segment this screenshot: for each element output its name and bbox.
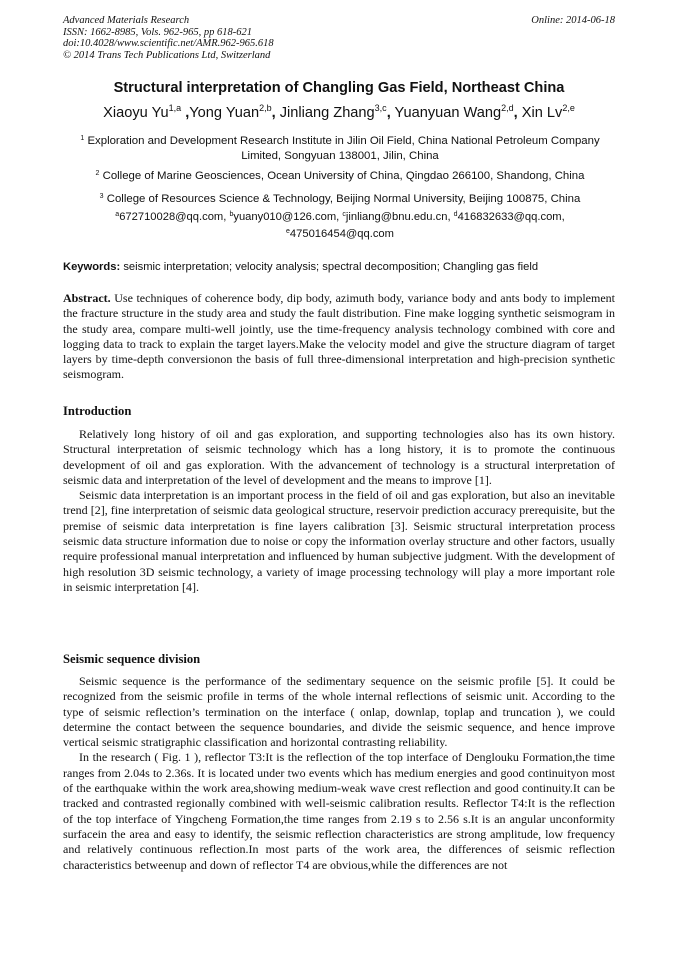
author-name: Xiaoyu Yu — [103, 105, 169, 121]
affiliation — [70, 189, 610, 207]
author-sup: 3,c — [374, 103, 387, 113]
affiliation-text: College of Marine Geosciences, Ocean University of China, Qingdao 266100, Shandong, China — [102, 170, 585, 182]
author-name: Yong Yuan — [189, 105, 260, 121]
keywords-text: seismic interpretation; velocity analysis; spectral decomposition; Changling gas field — [123, 261, 539, 273]
section-heading: Seismic sequence division — [63, 652, 201, 666]
author-name: Xin Lv — [521, 105, 563, 121]
email-address[interactable]: yuany010@126.com — [233, 211, 337, 223]
author-name: Yuanyuan Wang — [394, 105, 502, 121]
email-address[interactable]: 672710028@qq.com — [119, 211, 224, 223]
author-sup: 2,b — [259, 103, 272, 113]
affiliation-number: 3 — [99, 193, 104, 200]
abstract-text: Use techniques of coherence body, dip body, azimuth body, variance body and ants body to implement the fracture structure in the study area and study the fault distribution. Fine make logging synthetic seismogram in the study area, compare multi-well jointly, use the time-frequency analysis technology combined with core and logging data to track to explain the target layers.Make the velocity model and give the structure diagram of target layers by time-depth conversionon the basis of full three-dimensional interpretation and high-precision synthetic seismogram. — [63, 291, 616, 382]
paragraph: Seismic data interpretation is an important process in the field of oil and gas exploration, but also an inevitable trend [2], fine interpretation of seismic data geological structure, reservoir prediction accuracy prerequisite, but the premise of seismic data interpretation is fine layers calibration [3]. Seismic structural interpretation process seismic data structure information due to noise or copy the information overlay structure and other factors, usually require professional manual interpretation and influenced by human subjective judgment. With the development of high resolution 3D seismic technology, a variety of image processing technology will play a more important role in seismic interpretation [4]. — [63, 488, 615, 594]
email-sup: b — [229, 211, 234, 218]
abstract — [63, 291, 615, 383]
author-list: Xiaoyu Yu$^{1,a}$ ,Yong Yuan$^{2,b}$, Jinliang Zhang$^{3,c}$, Yuanyuan Wang$^{2,d}$, Xin Lv$^{2,e}$ — [103, 103, 575, 121]
email-address[interactable]: 475016454@qq.com — [289, 227, 394, 240]
journal-name: Advanced Materials Research — [63, 15, 190, 26]
section-heading: Introduction — [63, 404, 132, 418]
affiliation-number: 2 — [95, 170, 100, 177]
author-name: Jinliang Zhang — [279, 105, 375, 121]
journal-header — [63, 15, 615, 61]
paragraph: Relatively long history of oil and gas exploration, and supporting technologies also has its own history. Structural interpretation of seismic technology which has a long history, it is to promote the continuous development of oil and gas exploration. With the advancement of technology is a structural interpretation of seismic data and interpretation of the level of development and the means to improve [1]. — [63, 427, 615, 487]
affiliation — [70, 131, 610, 164]
paragraph: Seismic sequence is the performance of the sedimentary sequence on the seismic profile [5]. It could be recognized from the seismic profile in terms of the whole internal reflections of seismic unit. According to the type of seismic reflection’s termination on the interface ( onlap, downlap, toplap and truncation ), we could determine the contact between the sequence boundaries, and divide the seismic sequence, and hence improve vertical seismic stratigraphic classification and horizontal contrasting reliability. — [63, 674, 615, 750]
issn-line: ISSN: 1662-8985, Vols. 962-965, pp 618-621 — [63, 26, 252, 38]
section-body — [63, 674, 615, 873]
doi-line: doi:10.4028/www.scientific.net/AMR.962-965.618 — [63, 38, 274, 49]
email-sup: e — [286, 227, 290, 235]
author-sup: 2,e — [562, 103, 575, 113]
section-body — [63, 427, 615, 595]
email-sup: d — [453, 211, 458, 218]
paragraph: In the research ( Fig. 1 ), reflector T3:It is the reflection of the top interface of Denglouku Formation,the time ranges from 2.04s to 2.36s. It is located under two events which has medium energies and good continuityon most of the earthquake within the work area,showing medium-weak wave crest reflection and good continuity.It can be tracked and contrasted regionally combined with well-seismic calibration results. Reflector T4:It is the reflection of the top interface of Yingcheng Formation,the time ranges from 2.19 s to 2.56 s.It is an angular unconformity surfacein the area and easy to identify, the seismic reflection characteristics are strong amplitude, low frequency and relatively continuous reflection.In most parts of the work area, the differences of seismic reflection characteristics betweenup and down of reflector T4 are obvious,while the differences are not — [63, 750, 615, 872]
email-sup: c — [342, 211, 346, 218]
email-list: $^a$672710028@qq.com, $^b$yuany010@126.com, $^c$jinliang@bnu.edu.cn, $^d$416832633@qq.com, $^e$475016454@qq.com — [115, 211, 565, 240]
email-address[interactable]: jinliang@bnu.edu.cn — [345, 211, 448, 223]
email-sup: a — [115, 211, 120, 218]
keywords-label: Keywords: — [63, 261, 121, 273]
online-date: Online: 2014-06-18 — [531, 15, 615, 26]
abstract-label: Abstract. — [63, 291, 111, 305]
affiliation-number: 1 — [80, 135, 85, 142]
affiliation — [70, 166, 610, 184]
copyright-line: © 2014 Trans Tech Publications Ltd, Switzerland — [63, 49, 271, 61]
email-address[interactable]: 416832633@qq.com — [457, 211, 562, 223]
author-sup: 2,d — [501, 103, 514, 113]
affiliation-text: College of Resources Science & Technology, Beijing Normal University, Beijing 100875, China — [106, 193, 581, 205]
author-sup: 1,a — [168, 103, 182, 113]
affiliation-text: Exploration and Development Research Institute in Jilin Oil Field, China National Petroleum Company Limited, Songyuan 138001, Jilin, China — [87, 135, 600, 162]
keywords — [63, 261, 615, 273]
paper-title: Structural interpretation of Changling Gas Field, Northeast China — [113, 80, 565, 96]
